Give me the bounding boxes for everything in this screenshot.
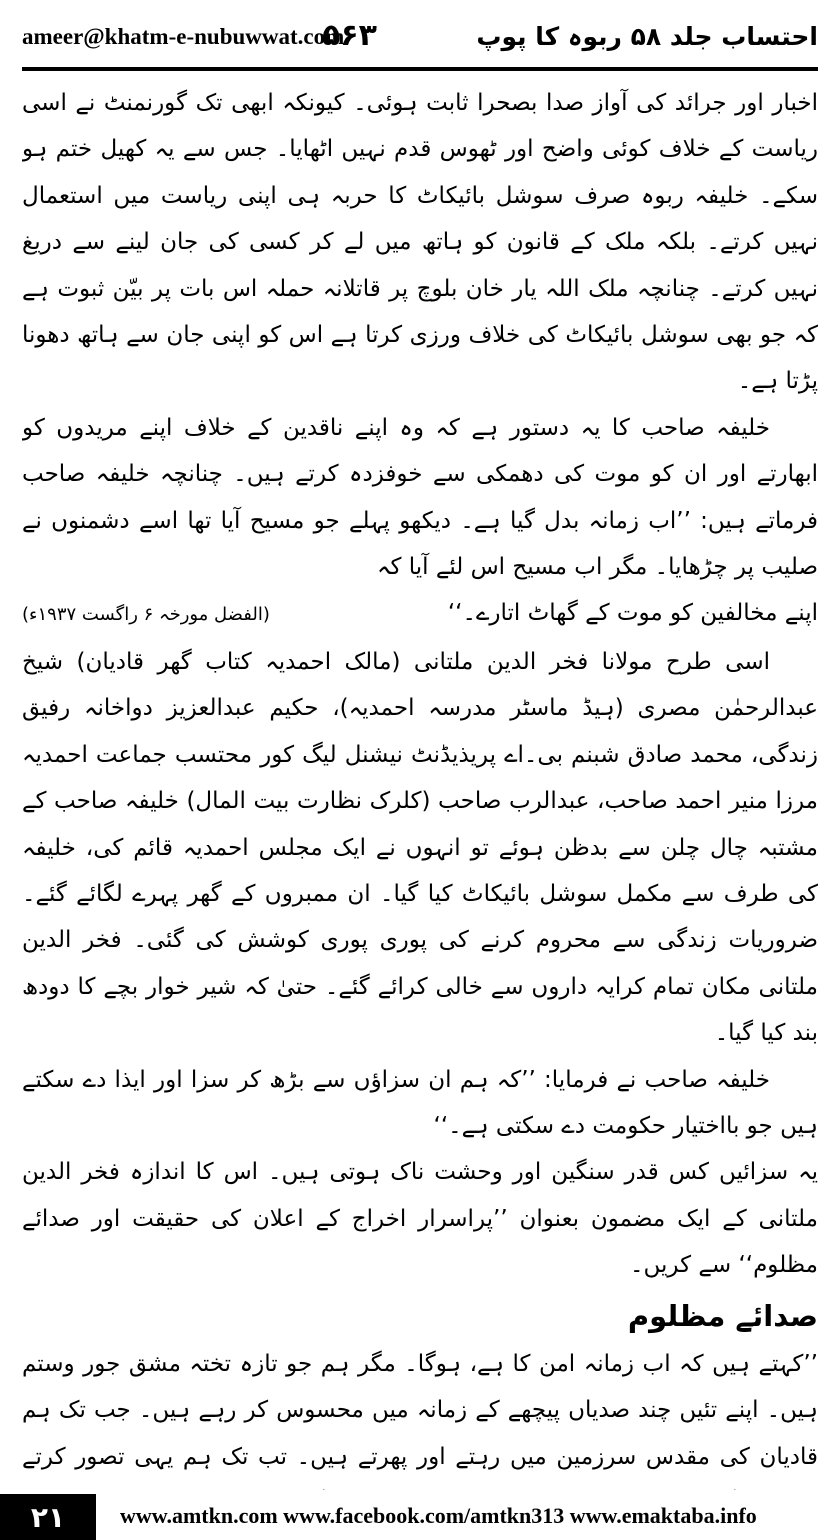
paragraph-3: اسی طرح مولانا فخر الدین ملتانی (مالک احمدیہ کتاب گھر قادیان) شیخ عبدالرحمٰن مصری (ہیڈ ماسٹر مدرسہ احمدیہ)، حکیم عبدالعزیز دواخانہ رفیق زندگی، محمد صادق شبنم بی۔اے پریذیڈنٹ نیشنل لیگ کور محتسب جماعت احمدیہ مرزا منیر احمد صاحب، عبدالرب صاحب (کلرک نظارت بیت المال) خلیفہ صاحب کے مشتبہ چال چلن سے بدظن ہوئے تو انہوں نے ایک مجلس احمدیہ قائم کی، خلیفہ کی طرف سے مکمل سوشل بائیکاٹ کیا گیا۔ ان ممبروں کے گھر پہرے لگائے گئے۔ ضروریات زندگی سے محروم کرنے کی پوری پوری کوشش کی گئی۔ فخر الدین ملتانی مکان تمام کرایہ داروں سے خالی کرائے گئے۔ حتیٰ کہ شیر خوار بچے کا دودھ بند کیا گیا۔ xyxy=(22,648,818,1047)
header-page-number: ۵۶۳ xyxy=(322,18,377,53)
footer-page-number: ۲۱ xyxy=(0,1494,96,1540)
footer-links: www.amtkn.com www.facebook.com/amtkn313 www.emaktaba.info xyxy=(120,1503,757,1528)
page-footer xyxy=(0,1494,840,1540)
header-divider xyxy=(22,67,818,71)
page-body xyxy=(22,80,818,1490)
quote-text: اپنے مخالفین کو موت کے گھاٹ اتارے۔‘‘ xyxy=(447,600,818,627)
quote-citation: (الفضل مورخہ ۶ راگست ۱۹۳۷ء) xyxy=(22,604,270,626)
header-email: ameer@khatm-e-nubuwwat.com xyxy=(22,24,345,49)
section-heading: صدائے مظلوم xyxy=(627,1298,818,1333)
paragraph-1: اخبار اور جرائد کی آواز صدا بصحرا ثابت ہوئی۔ کیونکہ ابھی تک گورنمنٹ نے اسی ریاست کے خلاف کوئی واضح اور ٹھوس قدم نہیں اٹھایا۔ جس سے یہ کھیل ختم ہو سکے۔ خلیفہ ربوہ صرف سوشل بائیکاٹ کا حربہ ہی اپنی ریاست میں استعمال نہیں کرتے۔ بلکہ ملک کے قانون کو ہاتھ میں لے کر کسی کی جان لینے سے دریغ نہیں کرتے۔ چنانچہ ملک اللہ یار خان بلوچ پر قاتلانہ حملہ اس بات پر بیّن ثبوت ہے کہ جو بھی سوشل بائیکاٹ کی خلاف ورزی کرتا ہے اس کو اپنی جان سے ہاتھ دھونا پڑتا ہے۔ xyxy=(22,90,818,395)
paragraph-6: ’’کہتے ہیں کہ اب زمانہ امن کا ہے، ہوگا۔ مگر ہم جو تازہ تختہ مشق جور وستم ہیں۔ اپنے تئیں چند صدیاں پیچھے کے زمانہ میں محسوس کر رہے ہیں۔ جب تک ہم قادیان کی مقدس سرزمین میں رہتے اور پھرتے ہیں۔ تب تک ہم یہی تصور کرتے xyxy=(22,1350,818,1470)
paragraph-2: خلیفہ صاحب کا یہ دستور ہے کہ وہ اپنے ناقدین کے خلاف اپنے مریدوں کو ابھارتے اور ان کو موت کی دھمکی سے خوفزدہ کرتے ہیں۔ چنانچہ خلیفہ صاحب فرماتے ہیں: ’’اب زمانہ بدل گیا ہے۔ دیکھو پہلے جو مسیح آیا تھا اسے دشمنوں نے صلیب پر چڑھایا۔ مگر اب مسیح اس لئے آیا کہ xyxy=(22,414,818,581)
paragraph-5: یہ سزائیں کس قدر سنگین اور وحشت ناک ہوتی ہیں۔ اس کا اندازہ فخر الدین ملتانی کے ایک مضمون بعنوان ’’پراسرار اخراج کے اعلان کی حقیقت اور صدائے مظلوم‘‘ سے کریں۔ xyxy=(22,1159,818,1279)
quote-line xyxy=(22,590,818,638)
header-book-title: احتساب جلد ۵۸ ربوہ کا پوپ xyxy=(476,22,818,51)
paragraph-4: خلیفہ صاحب نے فرمایا: ’’کہ ہم ان سزاؤں سے بڑھ کر سزا اور ایذا دے سکتے ہیں جو بااختیار حکومت دے سکتی ہے۔‘‘ xyxy=(22,1066,818,1139)
page-header xyxy=(22,18,818,64)
